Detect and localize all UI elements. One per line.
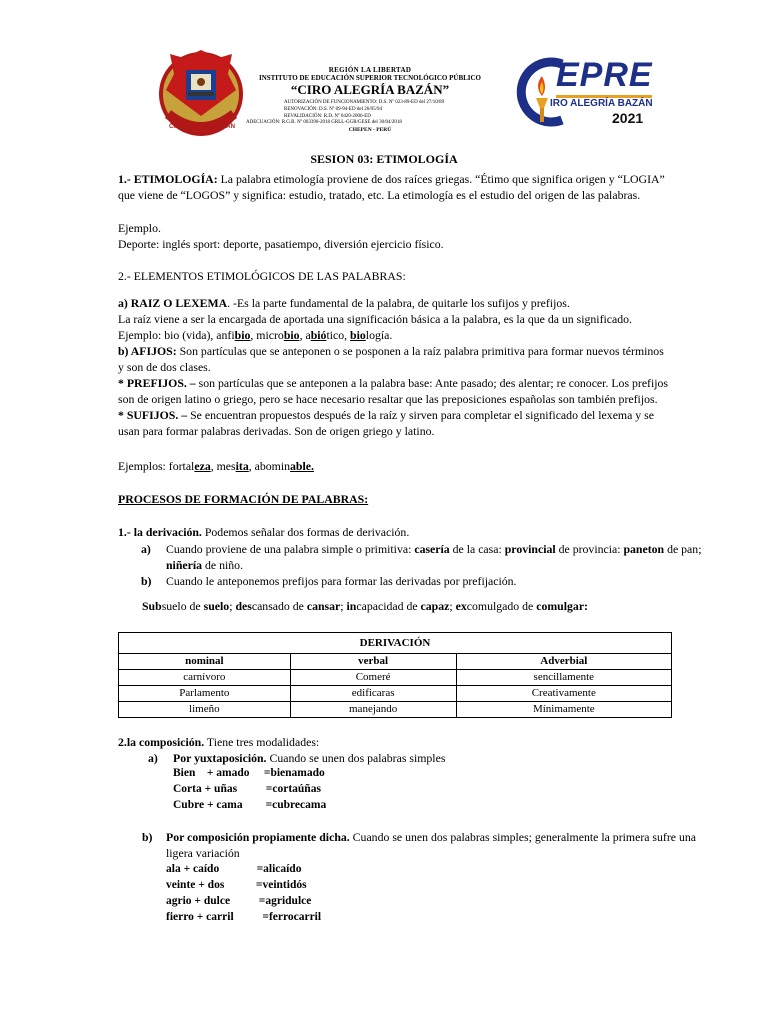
yuxtaposicion-example: Bien + amado =bienamado xyxy=(173,767,325,779)
prefijacion-segment: suelo xyxy=(203,599,230,613)
table-cell: Creativamente xyxy=(456,686,671,702)
sufijos-text: Se encuentran propuestos después de la raíz y sirven para completar el significado del lexema y se usan para formar palabras derivadas. Son de origen griego y latino. xyxy=(118,408,654,438)
derivacion-text: Podemos señalar dos formas de derivación. xyxy=(201,525,410,539)
yuxtaposicion-example: Corta + uñas =cortaúñas xyxy=(173,783,321,795)
table-title: DERIVACIÓN xyxy=(119,633,672,654)
left-logo-text: CIRO ALEGRÍA BAZÁN xyxy=(169,124,235,130)
composicion-example: veinte + dos =veintidós xyxy=(166,879,307,891)
composicion-text: Tiene tres modalidades: xyxy=(204,735,320,749)
table-row xyxy=(119,686,672,702)
table-row xyxy=(119,670,672,686)
table-cell: Comeré xyxy=(290,670,456,686)
authorization-text: AUTORIZACIÓN DE FUNCIONAMIENTO: D.S. Nº 023-89-ED del 27/10/89 xyxy=(284,100,445,106)
table-cell: limeño xyxy=(119,702,291,718)
raiz-heading: a) RAIZ O LEXEMA xyxy=(118,296,228,310)
table-cell: carnívoro xyxy=(119,670,291,686)
afijos-text: Son partículas que se anteponen o se posponen a la raíz palabra primitiva para formar nuevos términos y son de dos clases. xyxy=(118,344,664,374)
procesos-heading: PROCESOS DE FORMACIÓN DE PALABRAS: xyxy=(118,492,369,506)
institute-text: INSTITUTO DE EDUCACIÓN SUPERIOR TECNOLÓGICO PÚBLICO xyxy=(258,74,482,83)
prefijacion-segment: capaz xyxy=(420,599,450,613)
table-cell: edificaras xyxy=(290,686,456,702)
city-text: CHEPEN - PERÚ xyxy=(348,127,392,134)
raiz-example: Ejemplo: bio (vida), anfibio, microbio, abiótico, biología. xyxy=(118,328,393,342)
prefijacion-segment: ex xyxy=(455,599,467,613)
prefijacion-segment: capacidad de xyxy=(356,599,421,613)
derivacion-item-a: a) Cuando proviene de una palabra simple o primitiva: casería de la casa: provincial de provincia: paneton de pan; niñería de niño. xyxy=(141,542,702,572)
elementos-heading: 2.- ELEMENTOS ETIMOLÓGICOS DE LAS PALABRAS: xyxy=(118,269,406,283)
composicion-example: fierro + carril =ferrocarril xyxy=(166,911,322,923)
composicion-example: ala + caído =alicaído xyxy=(166,863,302,875)
revalidation-text: REVALIDACIÓN: R.D. Nº 0420-2006-ED xyxy=(284,113,371,119)
derivacion-heading: 1.- la derivación. xyxy=(118,525,202,539)
prefijacion-segment: cansado de xyxy=(251,599,307,613)
prefijacion-segment: suelo de xyxy=(161,599,204,613)
ejemplo-label: Ejemplo. xyxy=(118,221,161,235)
session-title: SESION 03: ETIMOLOGÍA xyxy=(310,152,458,166)
etimologia-text: La palabra etimología proviene de dos raíces griegas. “Étimo que significa origen y “LOGIA” que viene de “LOGOS” y significa: estudio, tratado, etc. La etimología es el estudio del origen de las palabras. xyxy=(118,172,665,202)
prefijacion-segment: in xyxy=(346,599,357,613)
table-header-verbal: verbal xyxy=(290,654,456,670)
table-header-adverbial: Adverbial xyxy=(456,654,671,670)
table-cell: sencillamente xyxy=(456,670,671,686)
composicion-heading: 2.la composición. xyxy=(118,735,205,749)
afijos-examples: Ejemplos: fortaleza, mesita, abominable. xyxy=(118,459,314,473)
deporte-example: Deporte: inglés sport: deporte, pasatiempo, diversión ejercicio físico. xyxy=(118,237,444,251)
etimologia-heading: 1.- ETIMOLOGÍA: xyxy=(118,172,218,186)
adecuacion-text: ADECUACIÓN: R.G.R. Nº 003390-2018 GRLL-GGR/GESE del 30/04/2018 xyxy=(246,120,402,126)
composicion-example: agrio + dulce =agridulce xyxy=(166,895,312,907)
prefijacion-segment: ; xyxy=(449,599,456,613)
derivacion-item-b: b) Cuando le anteponemos prefijos para formar las derivadas por prefijación. xyxy=(141,574,517,588)
table-cell: manejando xyxy=(290,702,456,718)
prefijacion-segment: ; xyxy=(229,599,236,613)
derivacion-table xyxy=(118,632,672,718)
prefijacion-segment: des xyxy=(235,599,252,613)
prefijos-text: son partículas que se anteponen a la palabra base: Ante pasado; des alentar; re conocer. Los prefijos son de origen latino o griego, pero se hace necesario resaltar que las preposiciones españolas son también prefijos. xyxy=(118,376,669,406)
yuxtaposicion-item: a) Por yuxtaposición. Cuando se unen dos palabras simples xyxy=(148,751,446,765)
raiz-paragraph xyxy=(118,295,670,439)
derivacion-paragraph xyxy=(118,524,670,540)
raiz-text: . -Es la parte fundamental de la palabra, de quitarle los sufijos y prefijos. xyxy=(227,296,570,310)
afijos-heading: b) AFIJOS: xyxy=(118,344,177,358)
prefijacion-segment: comulgado de xyxy=(466,599,537,613)
composicion-propia-item: b) Por composición propiamente dicha. Cuando se unen dos palabras simples; generalmente la primera sufre una ligera variación xyxy=(142,830,696,860)
sufijos-heading: * SUFIJOS. – xyxy=(118,408,188,422)
etimologia-paragraph xyxy=(118,171,670,203)
table-cell: Mínimamente xyxy=(456,702,671,718)
composicion-paragraph xyxy=(118,734,670,750)
prefijacion-segment: comulgar: xyxy=(536,599,588,613)
prefijacion-segment: ; xyxy=(340,599,347,613)
yuxtaposicion-example: Cubre + cama =cubrecama xyxy=(173,799,327,811)
institute-name: “CIRO ALEGRÍA BAZÁN” xyxy=(290,82,450,98)
table-header-nominal: nominal xyxy=(119,654,291,670)
cepre-year: 2021 xyxy=(612,110,644,126)
prefijacion-segment: Sub xyxy=(142,599,162,613)
cepre-logo-text: EPRE xyxy=(556,56,653,94)
cepre-subtitle: IRO ALEGRÍA BAZÁN xyxy=(550,98,653,109)
header-block xyxy=(240,66,500,133)
prefijacion-examples xyxy=(142,598,682,614)
table-row xyxy=(119,702,672,718)
prefijacion-segment: cansar xyxy=(306,599,341,613)
prefijos-heading: * PREFIJOS. – xyxy=(118,376,196,390)
table-cell: Parlamento xyxy=(119,686,291,702)
region-text: REGIÓN LA LIBERTAD xyxy=(328,66,412,74)
renovation-text: RENOVACIÓN: D.S. Nº 09-94-ED del 26/05/94 xyxy=(284,106,382,112)
raiz-text-2: La raíz viene a ser la encargada de aportada una significación básica a la palabra, es la que da un significado. xyxy=(118,312,633,326)
